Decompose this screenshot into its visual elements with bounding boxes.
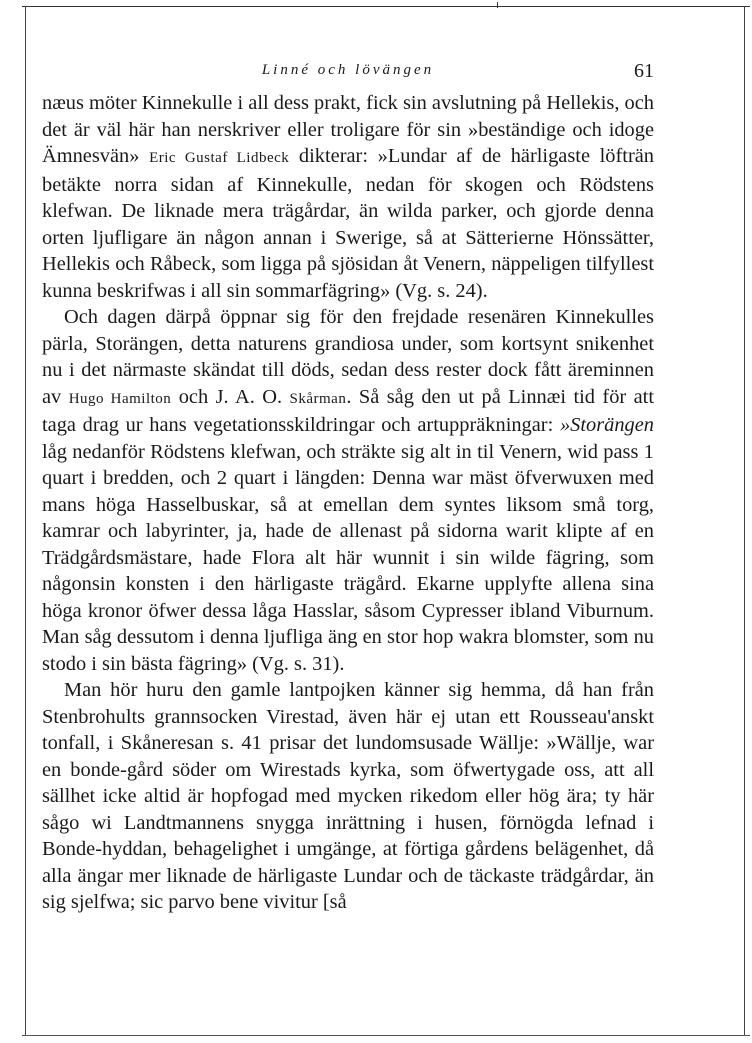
running-header <box>42 60 654 86</box>
paragraph-1 <box>42 90 654 304</box>
paragraph-3 <box>42 677 654 916</box>
top-border-line <box>22 6 750 7</box>
paragraph-2-text-2: och J. A. O. <box>171 385 290 408</box>
author-name-lidbeck: Eric Gustaf Lidbeck <box>149 150 290 166</box>
top-border-tick <box>497 2 498 8</box>
paragraph-1-text-1: næus möter Kinnekulle i all dess prakt, fick sin avslutning på Hellekis, och det är väl här han nerskriver eller troligare för sin »beständige och idoge Ämnesvän» <box>42 92 654 167</box>
left-border-line <box>25 6 26 1036</box>
paragraph-3-text-1: Man hör huru den gamle lantpojken känner sig hemma, då han från Stenbrohults grannsocken Virestad, även här ej utan ett Rousseau'anskt tonfall, i Skåneresan s. 41 prisar det lundomsusade Wällje: »Wällje, war en bonde-gård söder om Wirestads kyrka, som öfwertygade oss, att all sällhet icke altid är hopfogad med mycken rikedom eller hög ära; ty här sågo wi Landtmannens snygga inrättning i husen, förnögda lefnad i Bonde-hyddan, behagelighet i umgänge, at förtiga gårdens belägenhet, då alla ängar mer liknade de härligaste Lundar och de täckaste trädgårdar, än sig sjelfwa; sic parvo bene vivitur [så <box>42 679 654 913</box>
page-number: 61 <box>634 60 654 82</box>
running-title: Linné och lövängen <box>261 62 435 78</box>
paragraph-2-text-3: . Så såg den ut på Linnæi tid för att taga drag ur hans vegetationsskildringar och artuppräkningar: <box>42 385 655 436</box>
paragraph-2 <box>42 304 654 677</box>
author-name-hamilton: Hugo Hamilton <box>68 390 172 407</box>
paragraph-2-text-1: Och dagen därpå öppnar sig för den frejdade resenären Kinnekulles pärla, Storängen, detta naturens grandiosa under, som kortsynt snikenhet nu i det närmaste skändat till döds, sedan dess rester dock fått äreminnen av <box>42 306 654 408</box>
storangen-italic: »Storängen <box>559 414 654 436</box>
right-border-line <box>744 6 745 1036</box>
author-name-skarman: Skårman <box>289 390 347 407</box>
body-text <box>42 90 654 916</box>
paragraph-1-text-2: dikterar: »Lundar af de härligaste löfträn betäkte norra sidan af Kinnekulle, nedan för skogen och Rödstens klefwan. De liknade mera trägårdar, än wilda parker, och gjorde denna orten ljufligare än någon annan i Swerige, så at Sätterierne Hönssätter, Hellekis och Råbeck, som ligga på sjösidan åt Venern, näppeligen tilfyllest kunna beskrifwas i all sin sommarfägring» (Vg. s. 24). <box>42 145 654 302</box>
paragraph-2-text-4: låg nedanför Rödstens klefwan, och sträkte sig alt in til Venern, wid pass 1 quart i bredden, och 2 quart i längden: Denna war mäst öfverwuxen med mans höga Hasselbuskar, så at emellan dem syntes liksom små torg, kamrar och labyrinter, ja, hade de allenast på sidorna warit klipte af en Trädgårdsmästare, hade Flora alt här wunnit i sin wilde fägring, som någonsin konsten i den härligaste trägård. Ekarne upplyfte allena sina höga kronor öfwer dessa låga Hasslar, såsom Cypresser ibland Viburnum. Man såg dessutom i denna ljufliga äng en stor hop wakra blomster, som nu stodo i sin bästa fägring» (Vg. s. 31). <box>42 440 654 675</box>
bottom-border-line <box>22 1035 750 1036</box>
